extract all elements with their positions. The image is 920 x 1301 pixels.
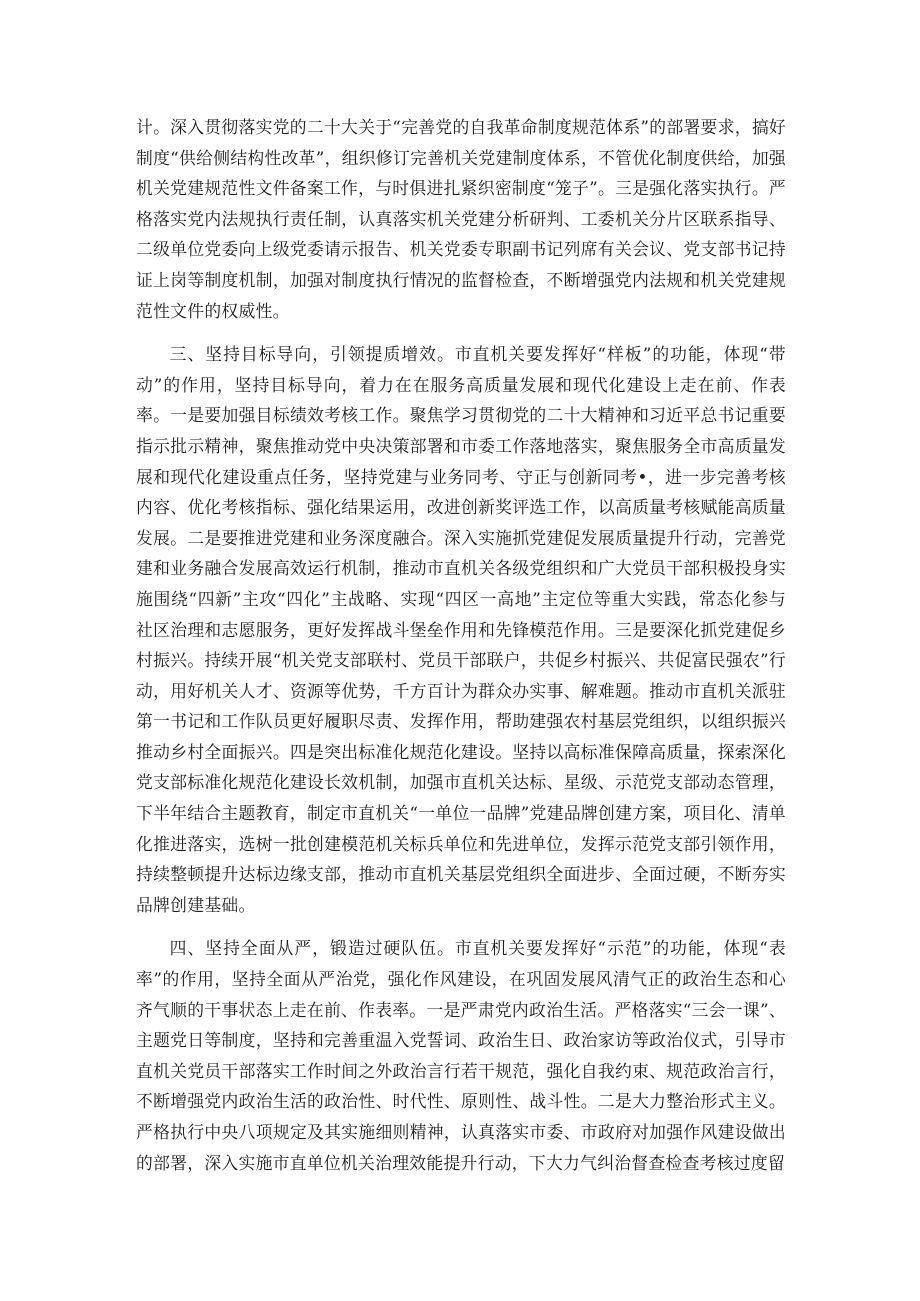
document-body	[136, 112, 786, 1178]
paragraph-continued: 计。深入贯彻落实党的二十大关于“完善党的自我革命制度规范体系”的部署要求，搞好制度“供给侧结构性改革”，组织修订完善机关党建制度体系，不管优化制度供给，加强机关党建规范性文件备案工作，与时俱进扎紧织密制度“笼子”。三是强化落实执行。严格落实党内法规执行责任制，认真落实机关党建分析研判、工委机关分片区联系指导、二级单位党委向上级党委请示报告、机关党委专职副书记列席有关会议、党支部书记持证上岗等制度机制，加强对制度执行情况的监督检查，不断增强党内法规和机关党建规范性文件的权威性。	[136, 117, 786, 321]
paragraph-section-three: 三、坚持目标导向，引领提质增效。市直机关要发挥好“样板”的功能，体现“带动”的作用，坚持目标导向，着力在在服务高质量发展和现代化建设上走在前、作表率。一是要加强目标绩效考核工作。聚焦学习贯彻党的二十大精神和习近平总书记重要指示批示精神，聚焦推动党中央决策部署和市委工作落地落实，聚焦服务全市高质量发展和现代化建设重点任务，坚持党建与业务同考、守正与创新同考•，进一步完善考核内容、优化考核指标、强化结果运用，改进创新奖评选工作，以高质量考核赋能高质量发展。二是要推进党建和业务深度融合。深入实施抓党建促发展质量提升行动，完善党建和业务融合发展高效运行机制，推动市直机关各级党组织和广大党员干部积极投身实施围绕“四新”主攻“四化”主战略、实现“四区一高地”主定位等重大实践，常态化参与社区治理和志愿服务，更好发挥战斗堡垒作用和先锋模范作用。三是要深化抓党建促乡村振兴。持续开展“机关党支部联村、党员干部联户，共促乡村振兴、共促富民强农”行动，用好机关人才、资源等优势，千方百计为群众办实事、解难题。推动市直机关派驻第一书记和工作队员更好履职尽责、发挥作用，帮助建强农村基层党组织，以组织振兴推动乡村全面振兴。四是突出标准化规范化建设。坚持以高标准保障高质量，探索深化党支部标准化规范化建设长效机制，加强市直机关达标、星级、示范党支部动态管理，下半年结合主题教育，制定市直机关“一单位一品牌”党建品牌创建方案，项目化、清单化推进落实，选树一批创建模范机关标兵单位和先进单位，发挥示范党支部引领作用，持续整顿提升达标边缘支部，推动市直机关基层党组织全面进步、全面过硬，不断夯实品牌创建基础。	[136, 344, 786, 915]
paragraph-section-four: 四、坚持全面从严，锻造过硬队伍。市直机关要发挥好“示范”的功能，体现“表率”的作用，坚持全面从严治党，强化作风建设，在巩固发展风清气正的政治生态和心齐气顺的干事状态上走在前、作表率。一是严肃党内政治生活。严格落实“三会一课”、主题党日等制度，坚持和完善重温入党誓词、政治生日、政治家访等政治仪式，引导市直机关党员干部落实工作时间之外政治言行若干规范，强化自我约束、规范政治言行，不断增强党内政治生活的政治性、时代性、原则性、战斗性。二是大力整治形式主义。严格执行中央八项规定及其实施细则精神，认真落实市委、市政府对加强作风建设做出的部署，深入实施市直单位机关治理效能提升行动，下大力气纠治督查检查考核过度留	[136, 938, 786, 1173]
